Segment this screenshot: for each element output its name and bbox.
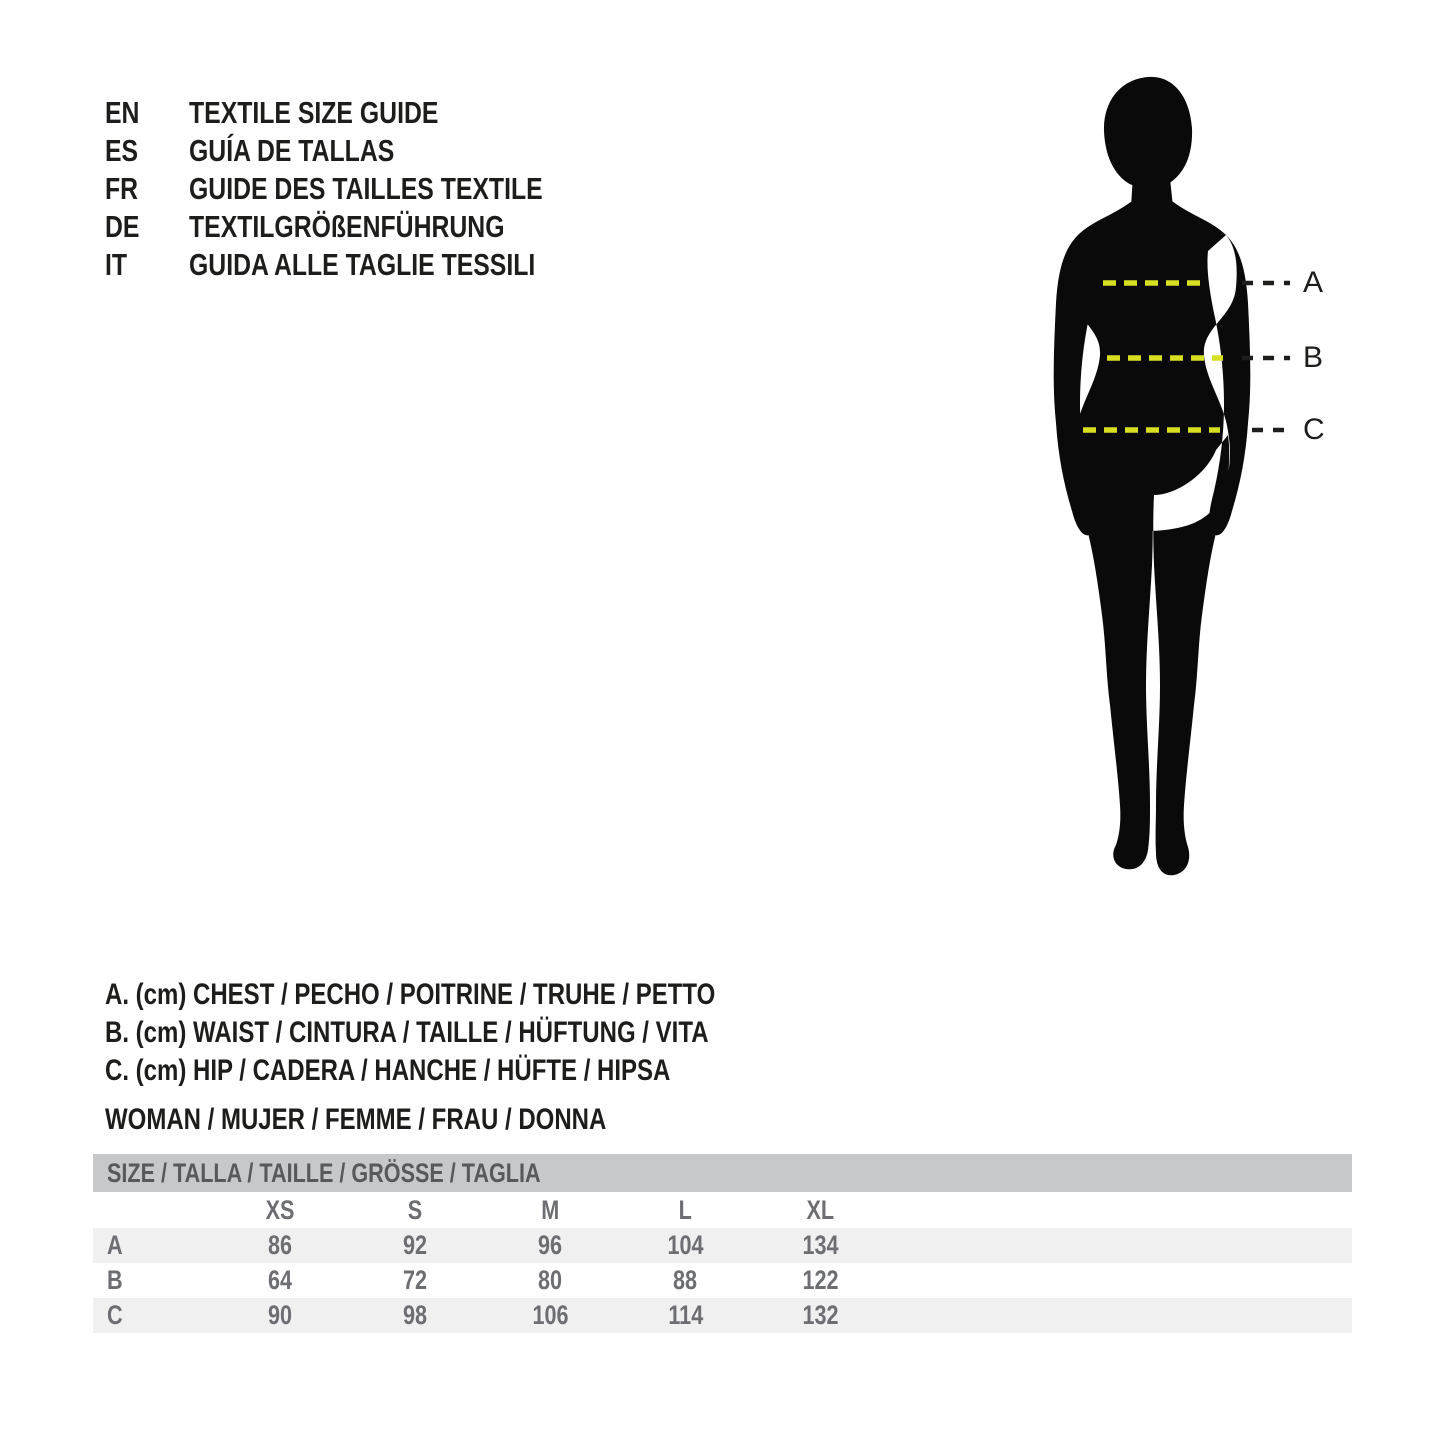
legend-line-waist: B. (cm) WAIST / CINTURA / TAILLE / HÜFTUNG / VITA [105,1016,709,1049]
language-title-list [105,94,652,284]
language-row-es [105,132,543,170]
value-cell: 134 [802,1230,839,1260]
value-cell: 96 [538,1230,563,1260]
guide-title: GUIDA ALLE TAGLIE TESSILI [189,247,536,282]
size-table-column-header-row [93,1192,1352,1228]
value-cell: 86 [268,1230,293,1260]
value-cell: 72 [403,1265,428,1295]
body-measurement-diagram [1010,55,1350,885]
value-cell: 64 [268,1265,293,1295]
guide-title: TEXTILE SIZE GUIDE [189,95,439,130]
legend-line-hip: C. (cm) HIP / CADERA / HANCHE / HÜFTE / HIPSA [105,1054,671,1087]
value-cell: 106 [532,1300,569,1330]
guide-title: TEXTILGRÖßENFÜHRUNG [189,209,505,244]
gender-heading: WOMAN / MUJER / FEMME / FRAU / DONNA [105,1103,607,1136]
value-cell: 98 [403,1300,428,1330]
woman-silhouette-shape [1054,77,1251,875]
measure-label-b: B [1303,341,1324,374]
row-label: A [107,1230,123,1260]
column-header-xl: XL [806,1195,835,1225]
language-code: ES [105,133,139,168]
table-row-waist [93,1263,1352,1298]
size-table-header-band [93,1154,1352,1192]
value-cell: 114 [668,1300,703,1330]
language-code: FR [105,171,139,206]
guide-title: GUÍA DE TALLAS [189,133,395,168]
language-row-it [105,246,543,284]
guide-title: GUIDE DES TAILLES TEXTILE [189,171,543,206]
column-header-l: L [678,1195,693,1225]
language-code: IT [105,247,128,282]
language-row-fr [105,170,543,208]
value-cell: 90 [268,1300,293,1330]
column-header-m: M [541,1195,560,1225]
row-label: C [107,1300,123,1330]
measure-label-c: C [1303,413,1325,446]
language-code: EN [105,95,140,130]
size-table-title: SIZE / TALLA / TAILLE / GRÖSSE / TAGLIA [107,1158,541,1188]
woman-silhouette-icon [1010,55,1350,885]
value-cell: 132 [802,1300,839,1330]
value-cell: 88 [673,1265,698,1295]
column-header-s: S [408,1195,423,1225]
value-cell: 122 [802,1265,839,1295]
value-cell: 104 [667,1230,704,1260]
table-row-chest [93,1228,1352,1263]
value-cell: 80 [538,1265,563,1295]
language-row-de [105,208,543,246]
legend-line-chest: A. (cm) CHEST / PECHO / POITRINE / TRUHE / PETTO [105,978,716,1011]
measurement-legend [105,976,868,1090]
column-header-xs: XS [266,1195,295,1225]
language-code: DE [105,209,140,244]
row-label: B [107,1265,123,1295]
size-table [93,1154,1352,1333]
measure-label-a: A [1303,266,1324,299]
language-row-en [105,94,543,132]
table-row-hip [93,1298,1352,1333]
value-cell: 92 [403,1230,428,1260]
